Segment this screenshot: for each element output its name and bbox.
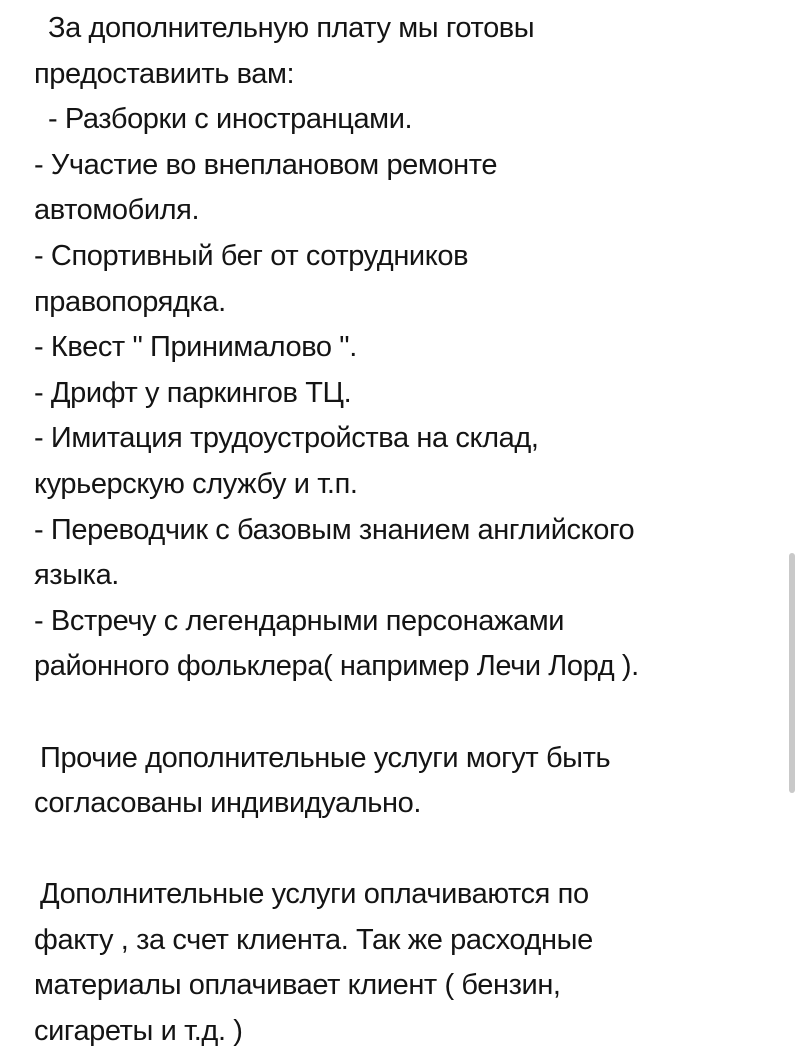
list-item: - Разборки с иностранцами. — [48, 103, 413, 136]
text-line: автомобиля. — [34, 194, 200, 227]
text-line: Дополнительные услуги оплачиваются по — [40, 878, 589, 911]
text-line: языка. — [34, 559, 119, 592]
text-line: курьерскую службу и т.п. — [34, 467, 358, 500]
text-line: факту , за счет клиента. Так же расходные — [34, 923, 593, 956]
list-item: - Квест " Принималово ". — [34, 331, 357, 364]
list-item: - Спортивный бег от сотрудников — [34, 239, 469, 272]
text-line: Прочие дополнительные услуги могут быть — [40, 741, 611, 774]
services-paragraph — [34, 6, 782, 690]
message-text — [34, 6, 782, 1055]
text-line: материалы оплачивает клиент ( бензин, — [34, 969, 561, 1002]
vertical-scrollbar[interactable] — [789, 553, 795, 793]
paragraph-gap — [34, 827, 782, 873]
payment-paragraph — [34, 872, 782, 1054]
text-line: сигареты и т.д. ) — [34, 1015, 243, 1048]
other-services-paragraph — [34, 736, 782, 827]
list-item: - Переводчик с базовым знанием английского — [34, 513, 635, 546]
text-line: согласованы индивидуально. — [34, 787, 422, 820]
list-item: - Участие во внеплановом ремонте — [34, 148, 498, 181]
text-line: правопорядка. — [34, 285, 226, 318]
list-item: - Дрифт у паркингов ТЦ. — [34, 376, 352, 409]
text-line: За дополнительную плату мы готовы — [48, 12, 535, 44]
paragraph-gap — [34, 690, 782, 736]
list-item: - Встречу с легендарными персонажами — [34, 604, 565, 637]
text-line: предоставиить вам: — [34, 57, 295, 90]
list-item: - Имитация трудоустройства на склад, — [34, 422, 539, 455]
text-line: районного фольклера( например Лечи Лорд ). — [34, 650, 639, 683]
